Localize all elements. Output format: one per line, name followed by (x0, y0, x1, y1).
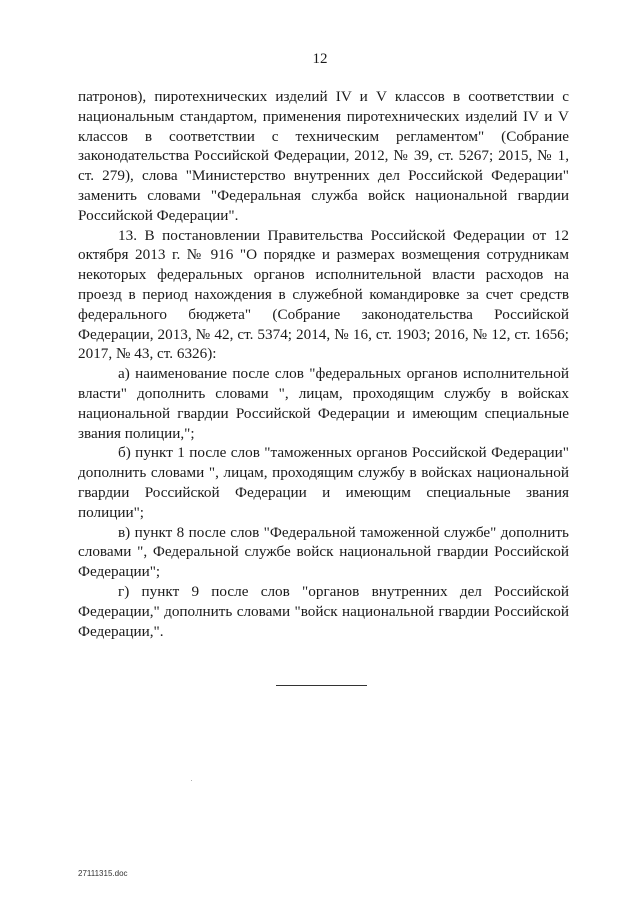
subparagraph-a: а) наименование после слов "федеральных органов исполнительной власти" дополнить словами ", лицам, проходящим службу в войсках национальной гвардии Российской Федерации и имеющим специальные звания полиции,"; (78, 365, 569, 442)
subparagraph-b: б) пункт 1 после слов "таможенных органов Российской Федерации" дополнить словами ", лицам, проходящим службу в войсках национальной гвардии Российской Федерации и имеющим специальные звания полиции"; (78, 444, 569, 521)
paragraph-continuation: патронов), пиротехнических изделий IV и V классов в соответствии с национальным стандартом, применения пиротехнических изделий IV и V классов в соответствии с техническим регламентом" (Собрание законодательства Российской Федерации, 2012, № 39, ст. 5267; 2015, № 1, ст. 279), слова "Министерство внутренних дел Российской Федерации" заменить словами "Федеральная служба войск национальной гвардии Российской Федерации". (78, 88, 569, 224)
footer-filename: 27111315.doc (78, 869, 128, 878)
end-of-document-rule (276, 685, 367, 686)
page-number: 12 (312, 51, 328, 67)
paragraph-item-13: 13. В постановлении Правительства Российской Федерации от 12 октября 2013 г. № 916 "О порядке и размерах возмещения сотрудникам некоторых федеральных органов исполнительной власти расходов на проезд в период нахождения в служебной командировке за счет средств федерального бюджета" (Собрание законодательства Российской Федерации, 2013, № 42, ст. 5374; 2014, № 16, ст. 1903; 2016, № 12, ст. 1656; 2017, № 43, ст. 6326): (78, 226, 569, 363)
subparagraph-g: г) пункт 9 после слов "органов внутренних дел Российской Федерации," дополнить словами "войск национальной гвардии Российской Федерации,". (78, 582, 569, 640)
subparagraph-v: в) пункт 8 после слов "Федеральной таможенной службе" дополнить словами ", Федеральной службе войск национальной гвардии Российской Федерации"; (78, 523, 569, 581)
document-body (78, 87, 569, 641)
scan-speck (191, 780, 192, 781)
